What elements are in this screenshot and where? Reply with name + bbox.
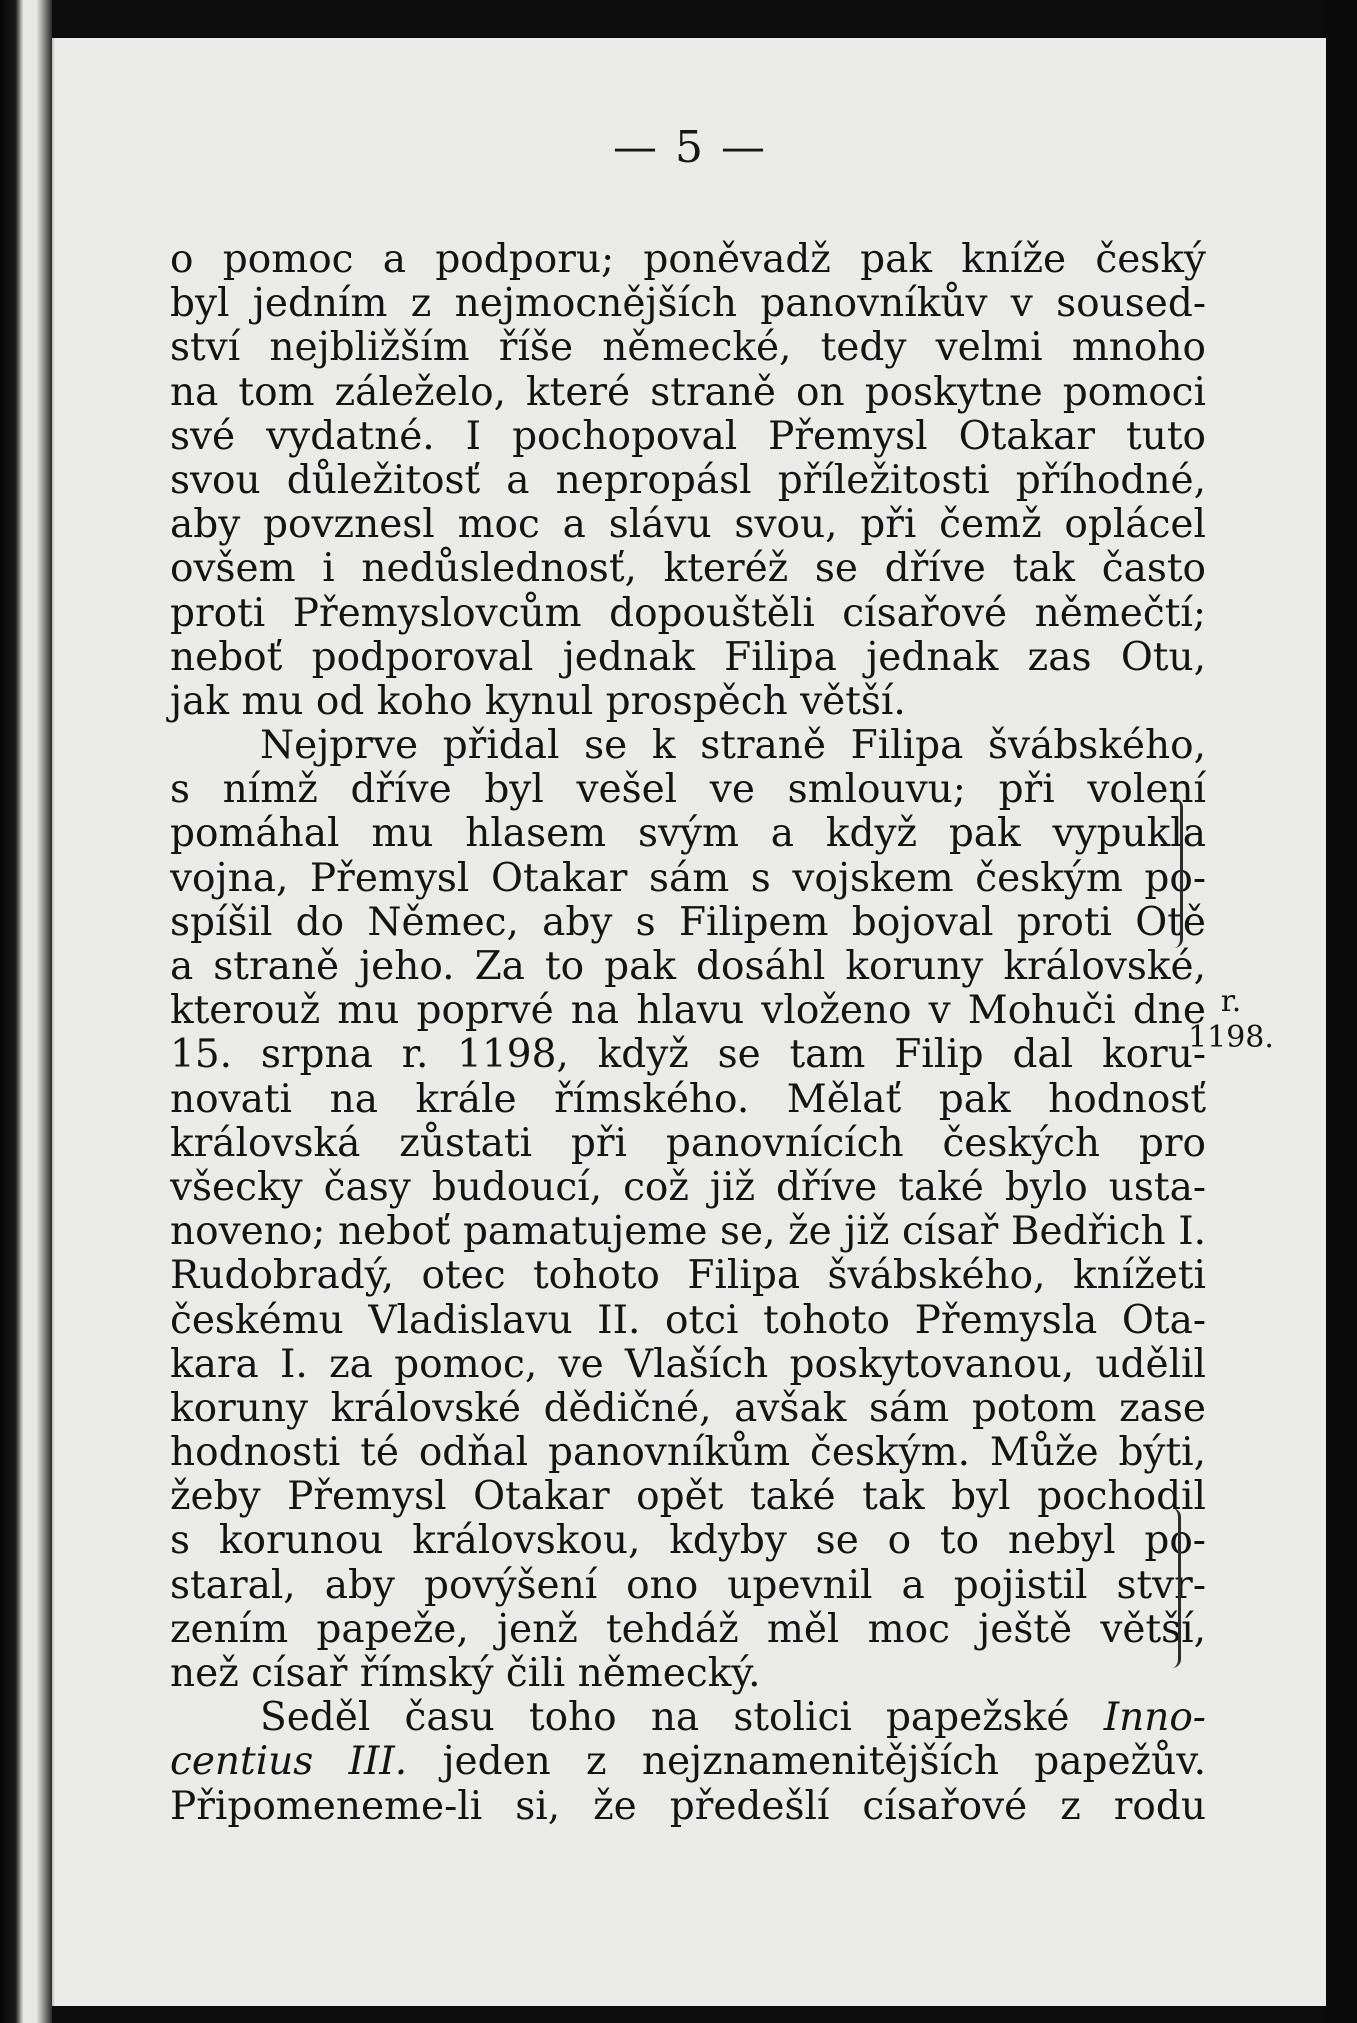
text-run: Seděl času toho na stolici papežské <box>260 1695 1104 1741</box>
text-line: s nímž dříve byl vešel ve smlouvu; při volení <box>170 767 1206 813</box>
text-line: ství nejbližším říše německé, tedy velmi mnoho <box>170 325 1206 371</box>
italic-text-run: Inno- <box>1103 1695 1206 1741</box>
text-run: jeden z nejznamenitějších papežův. <box>407 1739 1206 1785</box>
text-line: a straně jeho. Za to pak dosáhl koruny královské, <box>170 944 1206 989</box>
text-line: byl jedním z nejmocnějších panovníkův v soused- <box>170 281 1206 327</box>
text-line: Připomeneme-li si, že předešlí císařové z rodu <box>170 1783 1206 1829</box>
text-line: Nejprve přidal se k straně Filipa švábského, <box>260 723 1206 769</box>
text-line: proti Přemyslovcům dopouštěli císařové němečtí; <box>170 590 1206 636</box>
text-line: svou důležitosť a nepropásl příležitosti příhodné, <box>170 457 1206 503</box>
margin-note-year <box>1186 984 1276 1056</box>
text-line <box>170 1740 1206 1784</box>
text-line: zením papeže, jenž tehdáž měl moc ještě větší, <box>170 1606 1206 1652</box>
paragraph-1 <box>170 238 1206 724</box>
body-text <box>170 238 1206 1829</box>
text-line: koruny královské dědičné, avšak sám potom zase <box>170 1385 1206 1431</box>
text-line: staral, aby povýšení ono upevnil a pojistil stvr- <box>170 1562 1206 1608</box>
text-line: hodnosti té odňal panovníkům českým. Může býti, <box>170 1430 1206 1476</box>
text-line: vojna, Přemysl Otakar sám s vojskem českým po- <box>170 855 1206 901</box>
text-line: novati na krále římského. Mělať pak hodnosť <box>170 1076 1206 1122</box>
text-line: ovšem i nedůslednosť, kteréž se dříve tak často <box>170 546 1206 592</box>
text-line: královská zůstati při panovnících českých pro <box>170 1120 1206 1166</box>
text-line: na tom záleželo, které straně on poskytne pomoci <box>170 369 1206 415</box>
margin-note-value: 1198. <box>1188 1020 1274 1055</box>
margin-bracket <box>1172 1508 1181 1668</box>
margin-note-label: r. <box>1220 984 1242 1019</box>
text-line: kterouž mu poprvé na hlavu vloženo v Mohuči dne <box>170 988 1206 1034</box>
page-edge-shadow <box>1323 0 1357 2023</box>
text-line: s korunou královskou, kdyby se o to nebyl po- <box>170 1518 1206 1564</box>
text-line: kara I. za pomoc, ve Vlaších poskytovanou, udělil <box>170 1341 1206 1387</box>
text-line: pomáhal mu hlasem svým a když pak vypukla <box>170 811 1206 857</box>
book-page <box>52 38 1326 2006</box>
text-line: neboť podporoval jednak Filipa jednak zas Otu, <box>170 634 1206 680</box>
text-line: českému Vladislavu II. otci tohoto Přemysla Ota- <box>170 1297 1206 1343</box>
book-binding-shadow <box>0 0 52 2023</box>
margin-bracket <box>1174 798 1183 948</box>
text-line: než císař římský čili německý. <box>170 1651 761 1696</box>
text-line: spíšil do Němec, aby s Filipem bojoval proti Otě <box>170 899 1206 945</box>
text-line: aby povznesl moc a slávu svou, při čemž oplácel <box>170 502 1206 548</box>
paragraph-3 <box>170 1696 1206 1829</box>
page-number: — 5 — <box>613 122 767 173</box>
paragraph-2 <box>170 724 1206 1696</box>
text-line: 15. srpna r. 1198, když se tam Filip dal koru- <box>170 1032 1206 1078</box>
italic-text-run: centius III. <box>170 1739 408 1785</box>
text-line: všecky časy budoucí, což již dříve také bylo usta- <box>170 1164 1206 1210</box>
text-line: Rudobradý, otec tohoto Filipa švábského, knížeti <box>170 1253 1206 1299</box>
text-line: noveno; neboť pamatujeme se, že již císař Bedřich I. <box>170 1209 1206 1255</box>
text-line: jak mu od koho kynul prospěch větší. <box>170 678 906 724</box>
text-line: žeby Přemysl Otakar opět také tak byl pochodil <box>170 1474 1206 1520</box>
text-line <box>170 1696 1206 1740</box>
text-line: o pomoc a podporu; poněvadž pak kníže český <box>170 237 1206 282</box>
text-line: své vydatné. I pochopoval Přemysl Otakar tuto <box>170 413 1206 459</box>
